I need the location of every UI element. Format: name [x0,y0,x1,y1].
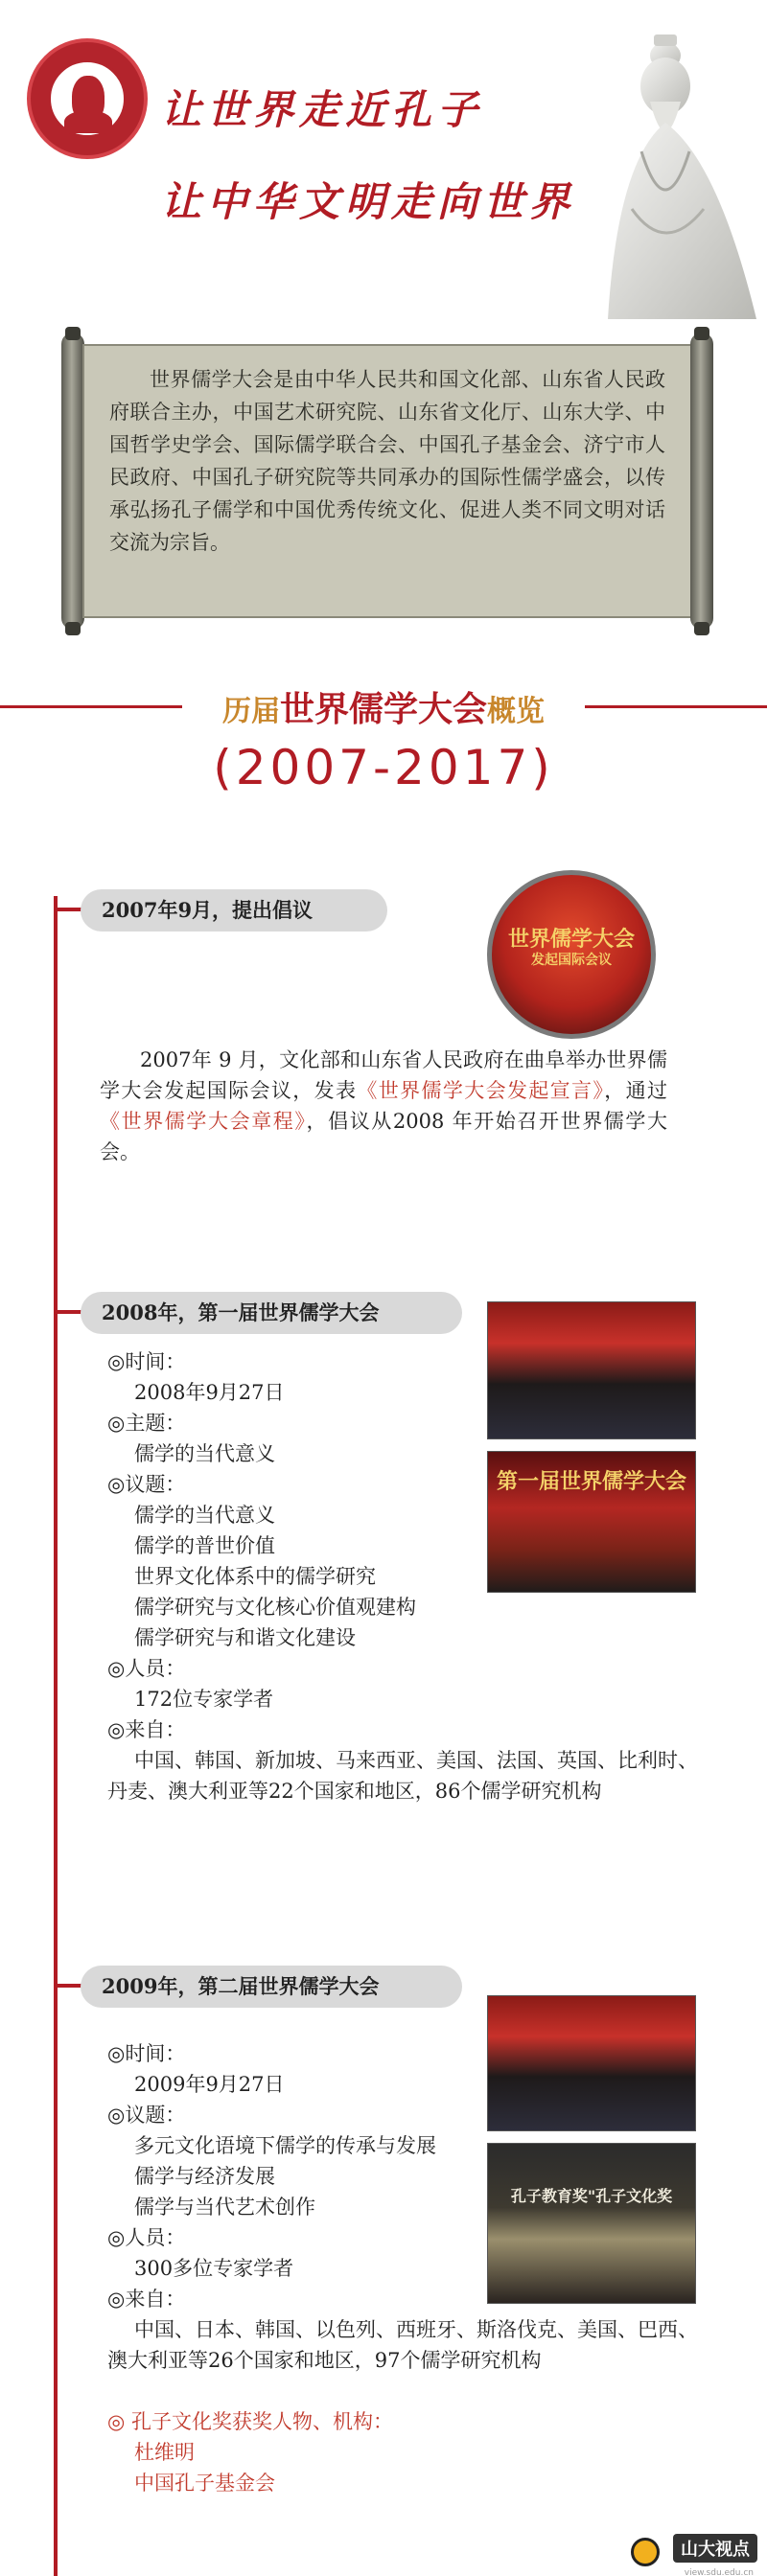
confucius-logo [27,38,148,159]
info-2008 [107,1346,416,1745]
photo-2009-hall [487,1995,696,2131]
award-item: 杜维明 [134,2441,195,2464]
confucius-statue-image [550,17,761,319]
people-value: 172位专家学者 [134,1688,274,1711]
photo-banner: 孔子教育奖"孔子文化奖 [510,2187,673,2205]
theme-label: ◎主题： [107,1412,186,1435]
section-title-suffix: 概览 [487,695,545,728]
from-value-2009: 中国、日本、韩国、以色列、西班牙、斯洛伐克、美国、巴西、澳大利亚等26个国家和地区，97个儒学研究机构 [107,2318,698,2372]
topic-item: 儒学与经济发展 [134,2165,275,2188]
section-years: (2007-2017) [213,740,554,795]
from-label: ◎来自： [107,2288,186,2311]
timeline-connector [54,908,82,911]
para-text: ，通过 [604,1079,668,1102]
intro-scroll [61,333,713,630]
timeline-label-2007: 2007年9月，提出倡议 [81,889,387,932]
section-title-main: 世界儒学大会 [279,690,487,729]
section-title-prefix: 历届 [221,695,280,728]
from-value-2008: 中国、韩国、新加坡、马来西亚、美国、法国、英国、比利时、丹麦、澳大利亚等22个国家和地区，86个儒学研究机构 [107,1749,698,1803]
topic-item: 儒学研究与和谐文化建设 [134,1626,356,1649]
scroll-rod-left [61,333,84,630]
award-item: 中国孔子基金会 [134,2472,275,2495]
time-label: ◎时间： [107,2042,186,2065]
scroll-rod-right [690,333,713,630]
para-text: 2007年 9 月，文化部和山东省人民政府在曲阜举办世界儒学大会发起国际会议，发表 [100,1048,667,1102]
people-value: 300多位专家学者 [134,2257,294,2280]
declaration-title: 《世界儒学大会发起宣言》 [357,1079,605,1102]
photo-2009-award [487,2143,696,2304]
watermark-url: view.sdu.edu.cn [684,2568,754,2576]
from-label: ◎来自： [107,1718,186,1741]
info-2009 [107,2038,436,2314]
awards-2009 [107,2406,393,2498]
timeline-label-2008: 2008年，第一届世界儒学大会 [81,1292,462,1334]
photo-banner: 第一届世界儒学大会 [496,1470,686,1494]
people-label: ◎人员： [107,1657,186,1680]
charter-title: 《世界儒学大会章程》 [100,1110,307,1133]
photo-2008-ceremony [487,1451,696,1593]
people-label: ◎人员： [107,2226,186,2249]
photo-banner-sub: 发起国际会议 [531,953,612,968]
time-label: ◎时间： [107,1350,186,1373]
logo-portrait [48,59,127,138]
topic-item: 多元文化语境下儒学的传承与发展 [134,2134,436,2157]
scroll-paper [82,344,692,618]
slogan-line-2: 让中华文明走向世界 [161,178,576,225]
logo-body-shape [64,110,112,133]
slogan-line-1: 让世界走近孔子 [161,86,484,133]
topic-item: 儒学研究与文化核心价值观建构 [134,1596,416,1619]
watermark-logo-icon [631,2538,660,2566]
topic-item: 世界文化体系中的儒学研究 [134,1565,376,1588]
paragraph-2007 [100,1045,667,1167]
timeline-connector [54,1310,82,1314]
timeline-label-2009: 2009年，第二届世界儒学大会 [81,1966,462,2008]
photo-2008-hall [487,1301,696,1439]
para-text: ，倡议从2008 年开始召开世界儒学大会。 [100,1110,668,1163]
timeline-connector [54,1984,82,1988]
section-title [0,682,767,731]
intro-text: 世界儒学大会是由中华人民共和国文化部、山东省人民政府联合主办，中国艺术研究院、山东省文化厅、山东大学、中国哲学史学会、国际儒学联合会、中国孔子基金会、济宁市人民政府、中国孔子研究院等共同承办的国际性儒学盛会，以传承弘扬孔子儒学和中国优秀传统文化、促进人类不同文明对话交流为宗旨。 [109,368,665,554]
topics-label: ◎议题： [107,2104,186,2127]
timeline-line [54,896,58,2576]
time-value: 2009年9月27日 [134,2073,285,2096]
award-label: ◎ 孔子文化奖获奖人物、机构： [107,2410,393,2433]
topics-label: ◎议题： [107,1473,186,1496]
time-value: 2008年9月27日 [134,1381,285,1404]
topic-item: 儒学与当代艺术创作 [134,2196,315,2219]
topic-item: 儒学的普世价值 [134,1534,275,1557]
photo-banner: 世界儒学大会 [507,928,635,952]
photo-2007-conference [487,870,656,1039]
topic-item: 儒学的当代意义 [134,1504,275,1527]
theme-value: 儒学的当代意义 [134,1442,275,1465]
watermark-label: 山大视点 [673,2534,757,2563]
